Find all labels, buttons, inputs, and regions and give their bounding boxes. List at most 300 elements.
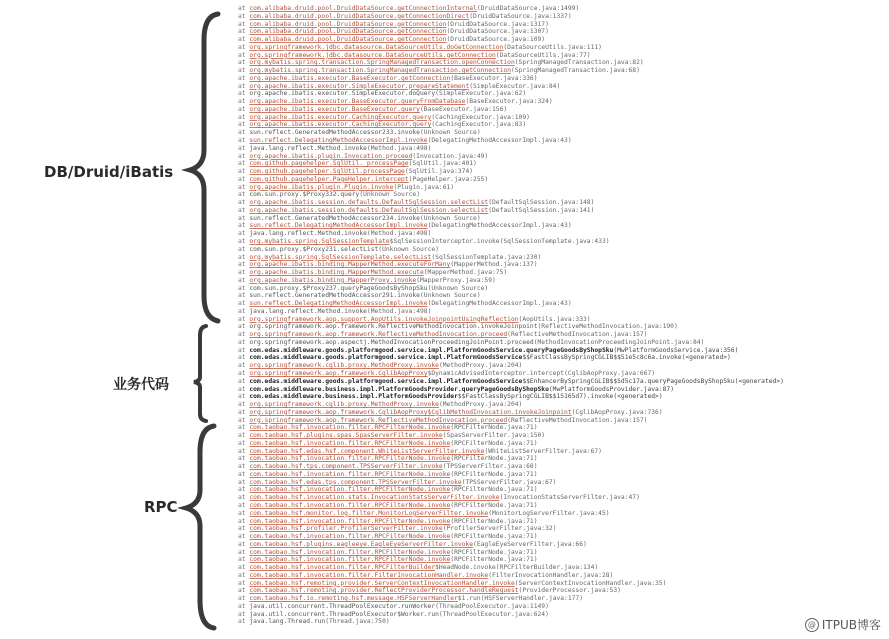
at-keyword: at	[238, 447, 250, 455]
frame-location: (MethodProxy.java:204)	[438, 362, 523, 370]
stack-frame-line	[238, 44, 883, 52]
stack-frame-line	[238, 129, 883, 137]
frame-method: org.springframework.cglib.proxy.MethodProxy.invoke	[249, 362, 439, 370]
frame-method: com.sun.proxy.$Proxy332.query	[249, 191, 360, 199]
at-keyword: at	[238, 5, 250, 12]
frame-location: (CachingExecutor.java:109)	[431, 113, 530, 121]
stack-frame-line	[238, 339, 883, 347]
stack-frame-line	[238, 448, 883, 456]
at-keyword: at	[238, 121, 250, 129]
stack-frame-line	[238, 347, 883, 355]
frame-location: (SqlUtil.java:401)	[408, 160, 477, 168]
frame-method: org.apache.ibatis.executor.BaseExecutor.getConnection	[249, 74, 451, 82]
frame-location: $DynamicAdvisedInterceptor.intercept(CglibAopProxy.java:667)	[427, 369, 656, 377]
at-keyword: at	[238, 338, 250, 346]
stack-frame-line	[238, 611, 883, 619]
at-keyword: at	[238, 144, 250, 152]
frame-location: (MwPlatformGoodsProvider.java:87)	[548, 385, 674, 393]
frame-method: org.apache.ibatis.executor.CachingExecutor.query	[249, 113, 432, 121]
frame-location: (DruidDataSource.java:1337)	[469, 12, 572, 20]
at-keyword: at	[238, 168, 250, 176]
stack-frame-line	[238, 59, 883, 67]
stack-frame-line	[238, 463, 883, 471]
stack-frame-line	[238, 238, 883, 246]
frame-method: org.apache.ibatis.executor.BaseExecutor.queryFromDatabase	[249, 98, 466, 106]
frame-location: (RPCFilterNode.java:71)	[450, 439, 538, 447]
frame-location: (DruidDataSource.java:1317)	[446, 20, 549, 28]
frame-location: (MethodProxy.java:204)	[438, 401, 523, 409]
frame-method: java.lang.reflect.Method.invoke	[249, 144, 367, 152]
frame-method: com.taobao.hsf.invocation.filter.RPCFilterNode.invoke	[249, 470, 451, 478]
frame-method: org.apache.ibatis.plugin.Plugin.invoke	[249, 183, 394, 191]
frame-location: (SimpleExecutor.java:84)	[469, 82, 561, 90]
stack-frame-line	[238, 191, 883, 199]
stack-frame-line	[238, 486, 883, 494]
stack-frame-line	[238, 564, 883, 572]
frame-method: org.apache.ibatis.binding.MapperProxy.invoke	[249, 276, 417, 284]
frame-method: org.springframework.aop.framework.CglibAopProxy	[249, 369, 428, 377]
stack-frame-line	[238, 362, 883, 370]
at-keyword: at	[238, 408, 250, 416]
frame-location: (DruidDataSource.java:109)	[446, 36, 546, 44]
at-keyword: at	[238, 276, 250, 284]
at-keyword: at	[238, 517, 250, 525]
frame-method: org.apache.ibatis.session.defaults.DefaultSqlSession.selectList	[249, 199, 489, 207]
stack-frame-line	[238, 525, 883, 533]
at-keyword: at	[238, 331, 250, 339]
at-keyword: at	[238, 82, 250, 90]
frame-location: (MapperMethod.java:137)	[450, 261, 538, 269]
stack-frame-line	[238, 323, 883, 331]
stack-frame-line	[238, 277, 883, 285]
at-keyword: at	[238, 439, 250, 447]
frame-method: com.taobao.hsf.plugins.spas.SpasServerFilter.invoke	[249, 432, 443, 440]
frame-location: (MwPlatformGoodsService.java:356)	[613, 346, 739, 354]
stack-frame-line	[238, 285, 883, 293]
at-keyword: at	[238, 183, 250, 191]
frame-location: (ProviderProcessor.java:53)	[518, 587, 621, 595]
stack-frame-line	[238, 145, 883, 153]
frame-location: (MonitorLogServerFilter.java:45)	[488, 509, 610, 517]
frame-location: (WhiteListServerFilter.java:67)	[484, 447, 602, 455]
frame-method: org.springframework.aop.framework.ReflectiveMethodInvocation.invokeJoinpoint	[249, 323, 538, 331]
stack-frame-line	[238, 378, 883, 386]
frame-method: org.springframework.cglib.proxy.MethodProxy.invoke	[249, 401, 439, 409]
at-keyword: at	[238, 20, 250, 28]
frame-location: (BaseExecutor.java:336)	[450, 74, 538, 82]
stack-frame-line	[238, 5, 883, 13]
frame-location: (ReflectiveMethodInvocation.java:157)	[507, 416, 648, 424]
frame-location: (DruidDataSource.java:1307)	[446, 28, 549, 36]
at-keyword: at	[238, 261, 250, 269]
frame-location: (FilterInvocationHandler.java:28)	[488, 571, 614, 579]
frame-method: com.github.pagehelper.SqlUtil.processPage	[249, 168, 405, 176]
at-keyword: at	[238, 175, 250, 183]
frame-method: com.sun.proxy.$Proxy231.selectList	[249, 245, 379, 253]
frame-method: com.taobao.hsf.monitor.log.filter.MonitorLogServerFilter.invoke	[249, 509, 489, 517]
frame-method: com.taobao.hsf.invocation.stats.InvocationStatsServerFilter.invoke	[249, 494, 500, 502]
at-keyword: at	[238, 494, 250, 502]
frame-method: com.taobao.hsf.invocation.filter.FilterInvocationHandler.invoke	[249, 571, 489, 579]
at-keyword: at	[238, 393, 250, 401]
stack-frame-line	[238, 603, 883, 611]
frame-method: com.taobao.hsf.invocation.filter.RPCFilterNode.invoke	[249, 533, 451, 541]
stack-frame-line	[238, 316, 883, 324]
frame-method: sun.reflect.GeneratedMethodAccessor291.invoke	[249, 292, 420, 300]
frame-location: (CglibAopProxy.java:736)	[571, 408, 663, 416]
at-keyword: at	[238, 424, 250, 432]
frame-method: org.springframework.aop.support.AopUtils.invokeJoinpointUsingReflection	[249, 315, 519, 323]
frame-location: (SimpleExecutor.java:62)	[435, 90, 527, 98]
at-keyword: at	[238, 470, 250, 478]
at-keyword: at	[238, 579, 250, 587]
frame-location: (ProfilerServerFilter.java:32)	[442, 525, 557, 533]
at-keyword: at	[238, 253, 250, 261]
frame-method: java.lang.Thread.run	[249, 618, 326, 626]
frame-method: org.apache.ibatis.plugin.Invocation.proceed	[249, 152, 413, 160]
stack-frame-line	[238, 510, 883, 518]
at-keyword: at	[238, 509, 250, 517]
frame-location: $1.run(HSFServerHandler.java:177)	[457, 595, 583, 603]
stack-frame-line	[238, 541, 883, 549]
at-keyword: at	[238, 36, 250, 44]
at-keyword: at	[238, 377, 250, 385]
at-keyword: at	[238, 245, 250, 253]
at-keyword: at	[238, 548, 250, 556]
at-keyword: at	[238, 533, 250, 541]
at-keyword: at	[238, 323, 250, 331]
frame-location: (Unknown Source)	[427, 284, 489, 292]
frame-method: sun.reflect.DelegatingMethodAccessorImpl.invoke	[249, 300, 428, 308]
frame-method: org.springframework.jdbc.datasource.DataSourceUtils.getConnection	[249, 51, 496, 59]
frame-method: com.alibaba.druid.pool.DruidDataSource.getConnection	[249, 28, 447, 36]
at-keyword: at	[238, 206, 250, 214]
frame-method: org.springframework.aop.framework.ReflectiveMethodInvocation.proceed	[249, 331, 508, 339]
frame-method: com.taobao.hsf.invocation.filter.RPCFilterNode.invoke	[249, 548, 451, 556]
frame-location: (Unknown Source)	[359, 191, 420, 199]
frame-location: (TPSServerFilter.java:68)	[442, 463, 538, 471]
at-keyword: at	[238, 307, 250, 315]
stack-frame-line	[238, 28, 883, 36]
at-keyword: at	[238, 595, 250, 603]
frame-location: (DelegatingMethodAccessorImpl.java:43)	[427, 222, 572, 230]
frame-method: org.apache.ibatis.binding.MapperMethod.executeForMany	[249, 261, 451, 269]
stack-frame-line	[238, 36, 883, 44]
frame-location: (ReflectiveMethodInvocation.java:157)	[507, 331, 648, 339]
at-keyword: at	[238, 486, 250, 494]
rpc-label: RPC	[144, 498, 178, 516]
stack-frame-line	[238, 393, 883, 401]
frame-location: (MapperProxy.java:59)	[416, 276, 496, 284]
frame-method: com.edas.middleware.business.impl.PlatformGoodsProvider.queryPageGoodsByShopSku	[249, 385, 549, 393]
at-keyword: at	[238, 401, 250, 409]
stack-frame-line	[238, 106, 883, 114]
at-keyword: at	[238, 564, 250, 572]
db-group-brace	[190, 14, 218, 321]
frame-location: (RPCFilterNode.java:71)	[450, 424, 538, 432]
at-keyword: at	[238, 105, 250, 113]
at-keyword: at	[238, 237, 250, 245]
watermark-text: ITPUB博客	[821, 618, 881, 632]
stack-frame-line	[238, 75, 883, 83]
frame-method: java.lang.reflect.Method.invoke	[249, 307, 367, 315]
frame-method: com.edas.middleware.goods.platformgood.service.impl.PlatformGoodsService	[249, 354, 523, 362]
frame-location: (MapperMethod.java:75)	[423, 269, 508, 277]
frame-method: org.apache.ibatis.executor.CachingExecutor.query	[249, 121, 432, 129]
at-keyword: at	[238, 152, 250, 160]
stack-frame-line	[238, 153, 883, 161]
stack-frame-line	[238, 269, 883, 277]
at-keyword: at	[238, 28, 250, 36]
frame-method: java.util.concurrent.ThreadPoolExecutor$Worker.run	[249, 610, 439, 618]
stack-frame-line	[238, 246, 883, 254]
frame-location: (Method.java:498)	[366, 230, 432, 238]
frame-method: com.taobao.hsf.profiler.ProfilerServerFilter.invoke	[249, 525, 443, 533]
frame-method: com.alibaba.druid.pool.DruidDataSource.getConnectionInternal	[249, 5, 477, 12]
frame-method: com.taobao.hsf.invocation.filter.RPCFilterBuilder	[249, 564, 436, 572]
at-keyword: at	[238, 362, 250, 370]
frame-method: org.mybatis.spring.transaction.SpringManagedTransaction.openConnection	[249, 59, 515, 67]
at-keyword: at	[238, 160, 250, 168]
stack-frame-line	[238, 471, 883, 479]
stack-frame-line	[238, 502, 883, 510]
stack-frame-line	[238, 455, 883, 463]
stack-frame-line	[238, 292, 883, 300]
stack-frame-line	[238, 354, 883, 362]
at-keyword: at	[238, 300, 250, 308]
stack-frame-line	[238, 300, 883, 308]
frame-location: (RPCFilterNode.java:71)	[450, 470, 538, 478]
stack-frame-line	[238, 549, 883, 557]
stack-frame-line	[238, 207, 883, 215]
frame-location: (DruidDataSource.java:1499)	[476, 5, 580, 12]
frame-location: $SqlSessionInterceptor.invoke(SqlSessionTemplate.java:433)	[389, 237, 610, 245]
frame-location: (Method.java:498)	[366, 144, 432, 152]
frame-location: (RPCFilterNode.java:71)	[450, 517, 538, 525]
frame-method: org.mybatis.spring.SqlSessionTemplate.selectList	[249, 253, 432, 261]
at-keyword: at	[238, 502, 250, 509]
frame-method: org.mybatis.spring.transaction.SpringManagedTransaction.getConnection	[249, 67, 511, 75]
at-keyword: at	[238, 556, 250, 564]
stack-frame-line	[238, 595, 883, 603]
stack-frame-line	[238, 401, 883, 409]
frame-location: (AopUtils.java:333)	[518, 315, 591, 323]
stack-frame-line	[238, 494, 883, 502]
stack-frame-line	[238, 572, 883, 580]
frame-location: $$FastClassBySpringCGLIB$$51e5c8c6a.invoke(<generated>)	[522, 354, 731, 362]
frame-location: (SpringManagedTransaction.java:82)	[514, 59, 644, 67]
frame-location: (RPCFilterNode.java:71)	[450, 533, 538, 541]
at-keyword: at	[238, 602, 250, 610]
stack-frame-line	[238, 83, 883, 91]
stack-frame-line	[238, 587, 883, 595]
frame-location: (RPCFilterNode.java:71)	[450, 556, 538, 564]
frame-method: com.edas.middleware.goods.platformgood.service.impl.PlatformGoodsService	[249, 377, 523, 385]
frame-location: (CachingExecutor.java:83)	[431, 121, 527, 129]
frame-method: com.taobao.hsf.edas.hsf.component.WhiteListServerFilter.invoke	[249, 447, 485, 455]
stack-frame-line	[238, 618, 883, 626]
at-keyword: at	[238, 51, 250, 59]
frame-method: com.taobao.hsf.invocation.filter.RPCFilterNode.invoke	[249, 502, 451, 509]
biz-group-brace	[194, 326, 206, 421]
at-keyword: at	[238, 587, 250, 595]
at-keyword: at	[238, 284, 250, 292]
frame-method: com.alibaba.druid.pool.DruidDataSource.getConnectionDirect	[249, 12, 470, 20]
frame-method: com.taobao.hsf.invocation.filter.RPCFilterNode.invoke	[249, 556, 451, 564]
frame-location: (RPCFilterNode.java:71)	[450, 502, 538, 509]
frame-method: com.alibaba.druid.pool.DruidDataSource.getConnection	[249, 36, 447, 44]
at-keyword: at	[238, 214, 250, 222]
frame-method: com.edas.middleware.business.impl.PlatformGoodsProvider	[249, 393, 458, 401]
stack-frame-line	[238, 424, 883, 432]
frame-location: (DelegatingMethodAccessorImpl.java:43)	[427, 300, 572, 308]
frame-method: com.taobao.hsf.invocation.filter.RPCFilterNode.invoke	[249, 424, 451, 432]
at-keyword: at	[238, 129, 250, 137]
stack-frame-line	[238, 98, 883, 106]
stack-frame-line	[238, 479, 883, 487]
stack-frame-line	[238, 533, 883, 541]
frame-method: com.taobao.hsf.invocation.filter.RPCFilterNode.invoke	[249, 439, 451, 447]
rpc-group-brace	[186, 426, 214, 628]
frame-location: (ThreadPoolExecutor.java:1149)	[435, 602, 549, 610]
frame-location: (DataSourceUtils.java:77)	[495, 51, 591, 59]
frame-method: com.taobao.hsf.invocation.filter.RPCFilterNode.invoke	[249, 486, 451, 494]
frame-location: (Invocation.java:49)	[412, 152, 489, 160]
frame-location: (PageHelper.java:255)	[408, 175, 489, 183]
db-druid-ibatis-label: DB/Druid/iBatis	[44, 163, 174, 181]
stack-frame-line	[238, 409, 883, 417]
frame-location: (SpringManagedTransaction.java:68)	[510, 67, 640, 75]
frame-method: com.taobao.hsf.tps.component.TPSServerFilter.invoke	[249, 463, 443, 471]
frame-method: org.apache.ibatis.executor.SimpleExecutor.doQuery	[249, 90, 436, 98]
frame-method: com.taobao.hsf.remoting.provider.ServerContextInvocationHandler.invoke	[249, 579, 515, 587]
frame-location: (DelegatingMethodAccessorImpl.java:43)	[427, 137, 572, 145]
frame-location: (DefaultSqlSession.java:148)	[488, 199, 595, 207]
at-keyword: at	[238, 199, 250, 207]
frame-method: com.taobao.hsf.io.remoting.hsf.message.HSFServerHandler	[249, 595, 458, 603]
at-keyword: at	[238, 222, 250, 230]
at-keyword: at	[238, 98, 250, 106]
at-keyword: at	[238, 315, 250, 323]
frame-location: (EagleEyeServerFilter.java:66)	[473, 540, 587, 548]
stack-frame-line	[238, 261, 883, 269]
frame-method: org.springframework.aop.aspectj.MethodInvocationProceedingJoinPoint.proceed	[249, 338, 534, 346]
frame-method: org.apache.ibatis.session.defaults.DefaultSqlSession.selectList	[249, 206, 489, 214]
at-keyword: at	[238, 618, 250, 626]
stack-frame-line	[238, 90, 883, 98]
stack-frame-line	[238, 168, 883, 176]
at-keyword: at	[238, 43, 250, 51]
at-keyword: at	[238, 354, 250, 362]
at-keyword: at	[238, 571, 250, 579]
at-keyword: at	[238, 432, 250, 440]
frame-location: (RPCFilterNode.java:71)	[450, 455, 538, 463]
at-keyword: at	[238, 292, 250, 300]
frame-method: org.apache.ibatis.executor.BaseExecutor.query	[249, 105, 420, 113]
frame-location: (TPSServerFilter.java:67)	[461, 478, 557, 486]
stack-frame-line	[238, 67, 883, 75]
frame-location: (Unknown Source)	[419, 214, 481, 222]
at-keyword: at	[238, 416, 250, 424]
at-keyword: at	[238, 230, 250, 238]
frame-location: (SpasServerFilter.java:150)	[442, 432, 546, 440]
frame-location: (InvocationStatsServerFilter.java:47)	[499, 494, 640, 502]
frame-location: (Unknown Source)	[419, 129, 481, 137]
stack-frame-line	[238, 199, 883, 207]
frame-location: (BaseExecutor.java:156)	[419, 105, 508, 113]
at-keyword: at	[238, 478, 250, 486]
at-keyword: at	[238, 346, 250, 354]
frame-location: (RPCFilterNode.java:71)	[450, 486, 538, 494]
stack-frame-line	[238, 580, 883, 588]
at-keyword: at	[238, 463, 250, 471]
frame-location: $$EnhancerBySpringCGLIB$$5d5c17a.queryPageGoodsByShopSku(<generated>)	[522, 377, 784, 385]
at-keyword: at	[238, 385, 250, 393]
at-keyword: at	[238, 90, 250, 98]
stack-frame-line	[238, 331, 883, 339]
stack-frame-line	[238, 308, 883, 316]
at-keyword: at	[238, 269, 250, 277]
stack-frame-line	[238, 13, 883, 21]
at-keyword: at	[238, 540, 250, 548]
at-keyword: at	[238, 74, 250, 82]
frame-location: (DefaultSqlSession.java:141)	[488, 206, 595, 214]
frame-method: com.github.pagehelper.SqlUtil._processPage	[249, 160, 409, 168]
frame-method: com.sun.proxy.$Proxy237.queryPageGoodsByShopSku	[249, 284, 428, 292]
frame-method: com.alibaba.druid.pool.DruidDataSource.getConnection	[249, 20, 447, 28]
frame-location: (ServerContextInvocationHandler.java:35)	[514, 579, 667, 587]
business-code-label: 业务代码	[113, 377, 169, 393]
at-keyword: at	[238, 610, 250, 618]
stack-frame-line	[238, 21, 883, 29]
at-keyword: at	[238, 525, 250, 533]
stack-frame-line	[238, 417, 883, 425]
stack-frame-line	[238, 222, 883, 230]
frame-method: org.springframework.jdbc.datasource.DataSourceUtils.doGetConnection	[249, 43, 504, 51]
stack-frame-line	[238, 184, 883, 192]
stack-frame-line	[238, 386, 883, 394]
at-keyword: at	[238, 191, 250, 199]
frame-location: (ThreadPoolExecutor.java:624)	[438, 610, 549, 618]
stack-frame-line	[238, 176, 883, 184]
frame-location: (Method.java:498)	[366, 307, 432, 315]
frame-method: com.taobao.hsf.invocation.filter.RPCFilterNode.invoke	[249, 517, 451, 525]
stack-frame-line	[238, 370, 883, 378]
stack-frame-line	[238, 215, 883, 223]
at-keyword: at	[238, 369, 250, 377]
at-keyword: at	[238, 455, 250, 463]
at-sign-icon: @	[805, 618, 819, 632]
stack-frame-line	[238, 556, 883, 564]
frame-location: (Plugin.java:61)	[393, 183, 455, 191]
frame-method: org.springframework.aop.framework.CglibAopProxy$CglibMethodInvocation.invokeJoinpoint	[249, 408, 572, 416]
stack-frame-line	[238, 114, 883, 122]
frame-location: (SqlSessionTemplate.java:230)	[431, 253, 542, 261]
frame-method: java.lang.reflect.Method.invoke	[249, 230, 367, 238]
frame-method: com.edas.middleware.goods.platformgood.service.impl.PlatformGoodsService.queryPageGoodsByShopSku	[249, 346, 614, 354]
watermark	[805, 616, 881, 633]
stack-frame-line	[238, 52, 883, 60]
frame-method: sun.reflect.GeneratedMethodAccessor234.invoke	[249, 214, 420, 222]
frame-method: org.apache.ibatis.executor.SimpleExecutor.prepareStatement	[249, 82, 470, 90]
frame-method: java.util.concurrent.ThreadPoolExecutor.runWorker	[249, 602, 436, 610]
frame-location: $HeadNode.invoke(RPCFilterBuilder.java:134)	[435, 564, 599, 572]
at-keyword: at	[238, 137, 250, 145]
frame-method: com.taobao.hsf.remoting.provider.ReflectProviderProcessor.handleRequest	[249, 587, 519, 595]
frame-method: sun.reflect.GeneratedMethodAccessor233.invoke	[249, 129, 420, 137]
frame-method: org.mybatis.spring.SqlSessionTemplate	[249, 237, 390, 245]
frame-location: (BaseExecutor.java:324)	[465, 98, 553, 106]
